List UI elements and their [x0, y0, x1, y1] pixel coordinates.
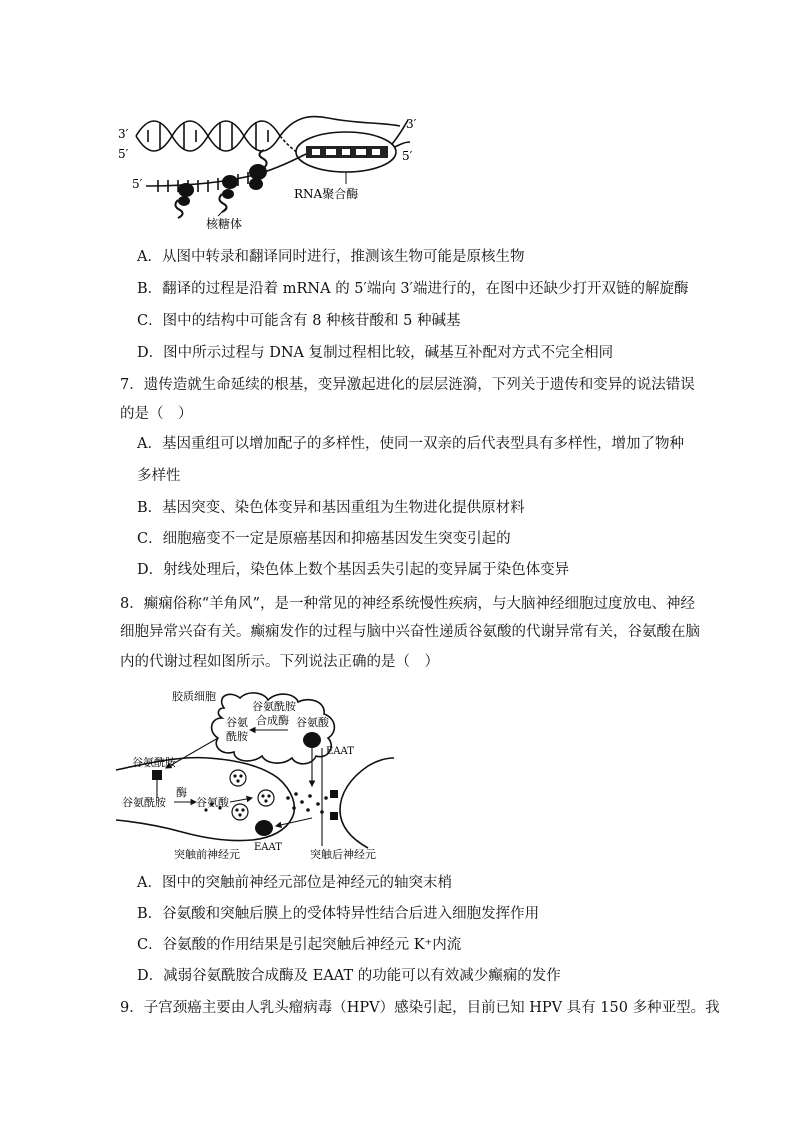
- q8-stem-line2: 细胞异常兴奋有关。癫痫发作的过程与脑中兴奋性递质谷氨酸的代谢异常有关，谷氨酸在脑: [120, 624, 700, 640]
- label-gln-left: 谷氨酰胺: [132, 756, 176, 769]
- label-glia: 胶质细胞: [172, 690, 216, 703]
- postsynaptic-neuron-outline: [340, 758, 394, 848]
- label-ribosome: 核糖体: [206, 217, 243, 231]
- label-presynaptic: 突触前神经元: [174, 848, 240, 861]
- label-eaat-top: EAAT: [326, 746, 354, 757]
- label-enzyme: 酶: [176, 786, 187, 799]
- q7-stem-line1: 7．遗传造就生命延续的根基，变异激起进化的层层涟漪，下列关于遗传和变异的说法错误: [120, 377, 695, 393]
- label-gs-line2: 合成酶: [256, 714, 289, 727]
- label-eaat-bottom: EAAT: [254, 842, 282, 853]
- label-gln-a2: 酰胺: [226, 730, 248, 743]
- label-glu-pre: 谷氨酸: [196, 796, 229, 809]
- transcription-translation-figure: [118, 108, 428, 236]
- label-5prime-mrna: 5′: [132, 177, 143, 191]
- q7-option-a-line1: A．基因重组可以增加配子的多样性，使同一双亲的后代表型具有多样性，增加了物种: [137, 436, 684, 452]
- q6-option-c: C．图中的结构中可能含有 8 种核苷酸和 5 种碱基: [137, 313, 461, 329]
- label-3prime-top-left: 3′: [118, 127, 129, 141]
- label-gln-bottom: 谷氨酰胺: [122, 796, 166, 809]
- label-glu-glia: 谷氨酸: [296, 716, 329, 729]
- label-gln-a1: 谷氨: [226, 716, 248, 729]
- label-rna-polymerase: RNA聚合酶: [294, 187, 359, 201]
- q6-option-d: D．图中所示过程与 DNA 复制过程相比较，碱基互补配对方式不完全相同: [137, 345, 614, 361]
- label-5prime-right: 5′: [402, 149, 413, 163]
- label-5prime-left: 5′: [118, 147, 129, 161]
- q7-stem-line2: 的是（ ）: [120, 406, 193, 422]
- receptors: [330, 790, 338, 820]
- ribosomes: [175, 150, 267, 218]
- q8-stem-line3: 内的代谢过程如图所示。下列说法正确的是（ ）: [120, 654, 439, 670]
- q6-option-a: A．从图中转录和翻译同时进行，推测该生物可能是原核生物: [137, 249, 525, 265]
- q7-option-c: C．细胞癌变不一定是原癌基因和抑癌基因发生突变引起的: [137, 531, 511, 547]
- q8-option-a: A．图中的突触前神经元部位是神经元的轴突末梢: [137, 875, 452, 891]
- q8-option-d: D．减弱谷氨酰胺合成酶及 EAAT 的功能可以有效减少癫痫的发作: [137, 968, 561, 984]
- q7-option-b: B．基因突变、染色体变异和基因重组为生物进化提供原材料: [137, 500, 525, 516]
- q7-option-d: D．射线处理后，染色体上数个基因丢失引起的变异属于染色体变异: [137, 562, 570, 578]
- label-gs-line1: 谷氨酰胺: [252, 700, 296, 713]
- vesicles: [230, 770, 274, 820]
- label-3prime-top-right: 3′: [406, 117, 417, 131]
- q8-stem-line1: 8．癫痫俗称“羊角风”，是一种常见的神经系统慢性疾病，与大脑神经细胞过度放电、神经: [120, 596, 696, 612]
- q7-option-a-line2: 多样性: [137, 468, 181, 484]
- q8-option-c: C．谷氨酸的作用结果是引起突触后神经元 K⁺内流: [137, 937, 462, 953]
- q9-stem-line1: 9．子宫颈癌主要由人乳头瘤病毒（HPV）感染引起，目前已知 HPV 具有 150 多种亚型。我: [120, 1000, 720, 1016]
- label-postsynaptic: 突触后神经元: [310, 848, 376, 861]
- q6-option-b: B．翻译的过程是沿着 mRNA 的 5′端向 3′端进行的，在图中还缺少打开双链的解旋酶: [137, 281, 689, 297]
- rna-polymerase-shape: [296, 132, 396, 172]
- q8-option-b: B．谷氨酸和突触后膜上的受体特异性结合后进入细胞发挥作用: [137, 906, 540, 922]
- glutamate-metabolism-figure: [112, 686, 394, 862]
